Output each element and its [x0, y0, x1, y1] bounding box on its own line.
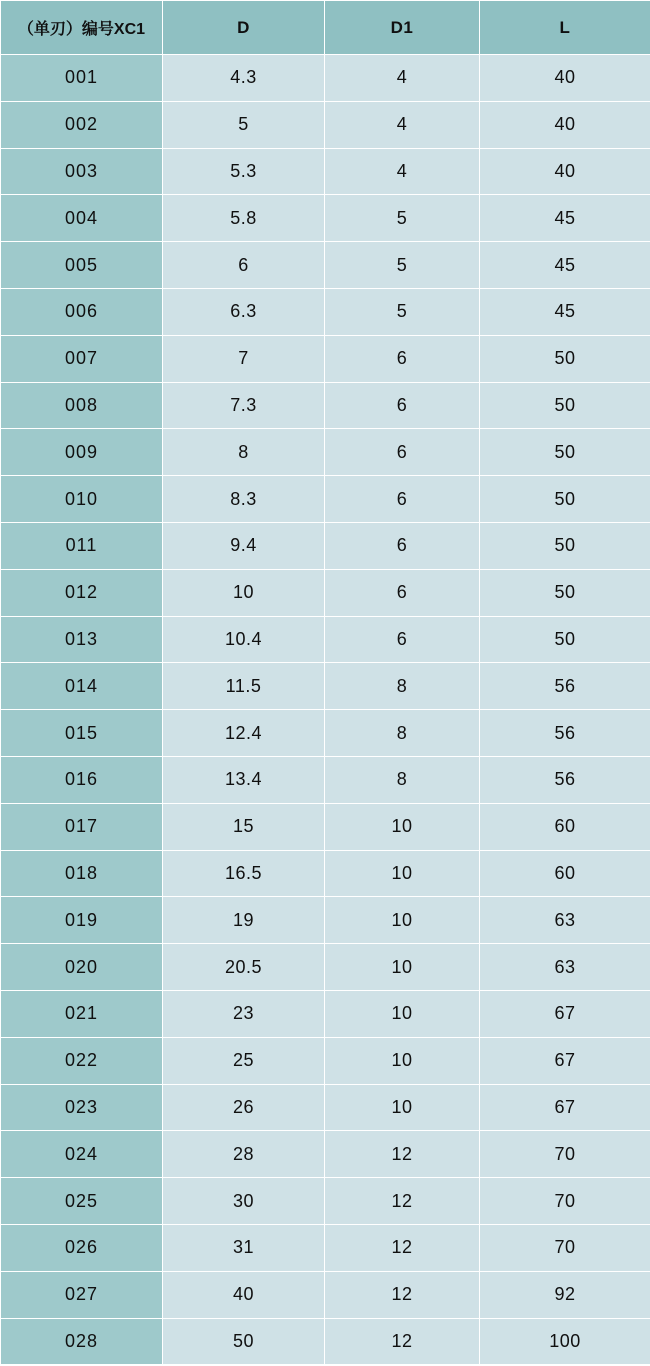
- cell-code: 012: [1, 569, 163, 616]
- cell-l: 56: [480, 710, 650, 757]
- cell-code: 004: [1, 195, 163, 242]
- table-row: [1, 850, 650, 897]
- cell-l: 50: [480, 382, 650, 429]
- table-header-row: [1, 1, 650, 55]
- cell-d: 16.5: [163, 850, 325, 897]
- cell-d: 5.8: [163, 195, 325, 242]
- cell-d1: 12: [325, 1224, 480, 1271]
- cell-code: 017: [1, 803, 163, 850]
- cell-d: 30: [163, 1178, 325, 1225]
- column-header-l: L: [480, 1, 650, 55]
- cell-d: 13.4: [163, 756, 325, 803]
- table-row: [1, 55, 650, 102]
- column-header-code: （单刃）编号XC1: [1, 1, 163, 55]
- cell-l: 92: [480, 1271, 650, 1318]
- cell-l: 67: [480, 990, 650, 1037]
- table-row: [1, 1084, 650, 1131]
- cell-code: 002: [1, 101, 163, 148]
- cell-d1: 6: [325, 616, 480, 663]
- cell-d1: 12: [325, 1131, 480, 1178]
- cell-l: 56: [480, 756, 650, 803]
- cell-d1: 8: [325, 663, 480, 710]
- table-header: [1, 1, 650, 55]
- cell-d1: 12: [325, 1271, 480, 1318]
- cell-code: 024: [1, 1131, 163, 1178]
- table-row: [1, 569, 650, 616]
- cell-d: 8: [163, 429, 325, 476]
- cell-d: 10: [163, 569, 325, 616]
- cell-d: 40: [163, 1271, 325, 1318]
- table-row: [1, 1178, 650, 1225]
- cell-d1: 6: [325, 569, 480, 616]
- cell-d: 31: [163, 1224, 325, 1271]
- cell-d1: 12: [325, 1178, 480, 1225]
- cell-l: 40: [480, 148, 650, 195]
- cell-d1: 10: [325, 1084, 480, 1131]
- cell-d1: 6: [325, 382, 480, 429]
- cell-code: 003: [1, 148, 163, 195]
- cell-d: 7.3: [163, 382, 325, 429]
- table-row: [1, 1271, 650, 1318]
- table-row: [1, 148, 650, 195]
- cell-code: 011: [1, 522, 163, 569]
- cell-l: 60: [480, 850, 650, 897]
- table-row: [1, 663, 650, 710]
- cell-l: 45: [480, 242, 650, 289]
- cell-d: 6.3: [163, 288, 325, 335]
- cell-code: 022: [1, 1037, 163, 1084]
- table-body: [1, 55, 650, 1365]
- cell-d: 10.4: [163, 616, 325, 663]
- cell-l: 67: [480, 1084, 650, 1131]
- cell-d1: 8: [325, 756, 480, 803]
- cell-d1: 4: [325, 55, 480, 102]
- table-row: [1, 1037, 650, 1084]
- cell-code: 006: [1, 288, 163, 335]
- cell-d: 6: [163, 242, 325, 289]
- table-row: [1, 242, 650, 289]
- cell-d1: 10: [325, 944, 480, 991]
- cell-l: 50: [480, 569, 650, 616]
- column-header-d: D: [163, 1, 325, 55]
- table-row: [1, 382, 650, 429]
- cell-code: 009: [1, 429, 163, 476]
- cell-d: 20.5: [163, 944, 325, 991]
- cell-l: 40: [480, 55, 650, 102]
- cell-l: 50: [480, 476, 650, 523]
- cell-d1: 10: [325, 990, 480, 1037]
- cell-l: 40: [480, 101, 650, 148]
- cell-l: 45: [480, 195, 650, 242]
- cell-d1: 6: [325, 476, 480, 523]
- cell-code: 028: [1, 1318, 163, 1365]
- cell-d1: 8: [325, 710, 480, 757]
- cell-d: 26: [163, 1084, 325, 1131]
- cell-d1: 10: [325, 1037, 480, 1084]
- cell-code: 005: [1, 242, 163, 289]
- table-row: [1, 616, 650, 663]
- cell-d1: 4: [325, 148, 480, 195]
- cell-code: 014: [1, 663, 163, 710]
- cell-l: 50: [480, 429, 650, 476]
- cell-d1: 6: [325, 522, 480, 569]
- cell-l: 67: [480, 1037, 650, 1084]
- cell-l: 100: [480, 1318, 650, 1365]
- cell-d: 15: [163, 803, 325, 850]
- cell-code: 023: [1, 1084, 163, 1131]
- cell-d1: 4: [325, 101, 480, 148]
- table-row: [1, 897, 650, 944]
- cell-l: 70: [480, 1224, 650, 1271]
- cell-l: 56: [480, 663, 650, 710]
- table-row: [1, 756, 650, 803]
- cell-d1: 5: [325, 195, 480, 242]
- table-row: [1, 101, 650, 148]
- cell-code: 019: [1, 897, 163, 944]
- table-row: [1, 288, 650, 335]
- cell-l: 63: [480, 944, 650, 991]
- table-row: [1, 1318, 650, 1365]
- cell-l: 60: [480, 803, 650, 850]
- cell-code: 027: [1, 1271, 163, 1318]
- cell-d1: 10: [325, 897, 480, 944]
- cell-l: 50: [480, 522, 650, 569]
- cell-code: 007: [1, 335, 163, 382]
- cell-d: 25: [163, 1037, 325, 1084]
- cell-code: 025: [1, 1178, 163, 1225]
- cell-d1: 10: [325, 803, 480, 850]
- table-row: [1, 476, 650, 523]
- table-row: [1, 335, 650, 382]
- cell-d1: 12: [325, 1318, 480, 1365]
- cell-code: 008: [1, 382, 163, 429]
- cell-l: 50: [480, 616, 650, 663]
- cell-d1: 6: [325, 335, 480, 382]
- table-row: [1, 1131, 650, 1178]
- cell-d1: 5: [325, 288, 480, 335]
- column-header-d1: D1: [325, 1, 480, 55]
- cell-l: 50: [480, 335, 650, 382]
- cell-l: 70: [480, 1178, 650, 1225]
- cell-code: 010: [1, 476, 163, 523]
- table-row: [1, 195, 650, 242]
- cell-d: 11.5: [163, 663, 325, 710]
- cell-d1: 10: [325, 850, 480, 897]
- cell-d: 28: [163, 1131, 325, 1178]
- cell-code: 026: [1, 1224, 163, 1271]
- table-row: [1, 710, 650, 757]
- cell-d: 50: [163, 1318, 325, 1365]
- cell-d: 5: [163, 101, 325, 148]
- cell-d: 7: [163, 335, 325, 382]
- cell-d1: 6: [325, 429, 480, 476]
- table-row: [1, 990, 650, 1037]
- cell-code: 016: [1, 756, 163, 803]
- cell-l: 70: [480, 1131, 650, 1178]
- cell-d: 4.3: [163, 55, 325, 102]
- cell-d: 23: [163, 990, 325, 1037]
- cell-code: 021: [1, 990, 163, 1037]
- cell-d: 5.3: [163, 148, 325, 195]
- cell-code: 018: [1, 850, 163, 897]
- cell-code: 013: [1, 616, 163, 663]
- cell-l: 63: [480, 897, 650, 944]
- cell-d1: 5: [325, 242, 480, 289]
- table-row: [1, 522, 650, 569]
- cell-l: 45: [480, 288, 650, 335]
- table-row: [1, 1224, 650, 1271]
- table-row: [1, 803, 650, 850]
- cell-code: 020: [1, 944, 163, 991]
- cell-code: 001: [1, 55, 163, 102]
- cell-code: 015: [1, 710, 163, 757]
- cell-d: 9.4: [163, 522, 325, 569]
- table-row: [1, 944, 650, 991]
- cell-d: 12.4: [163, 710, 325, 757]
- cell-d: 8.3: [163, 476, 325, 523]
- cell-d: 19: [163, 897, 325, 944]
- table-row: [1, 429, 650, 476]
